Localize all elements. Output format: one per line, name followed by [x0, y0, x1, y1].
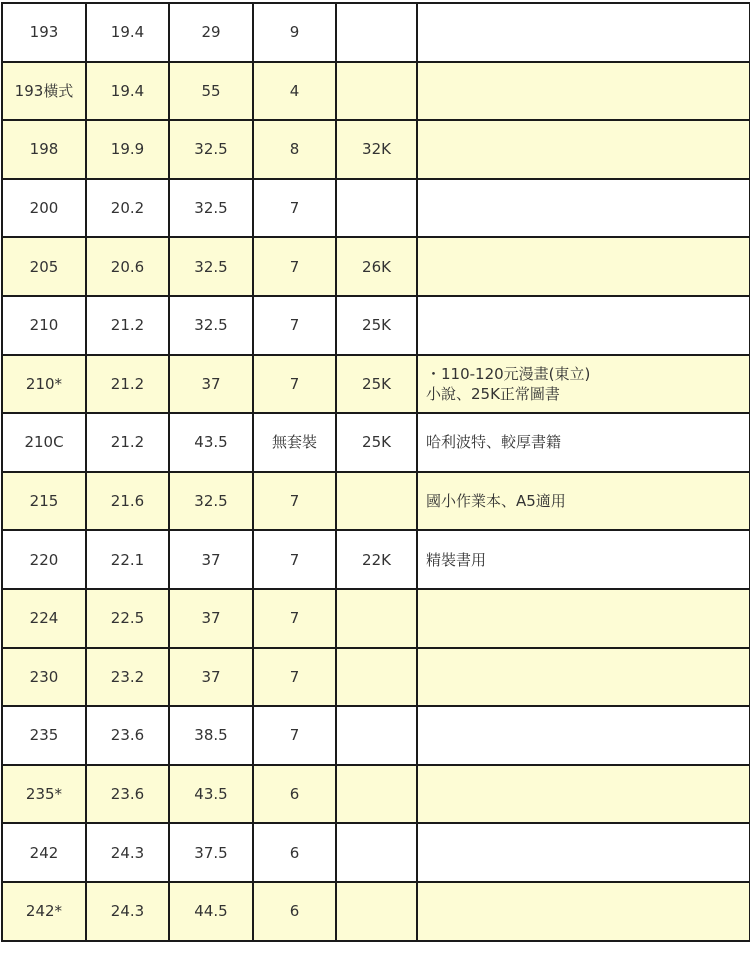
table-row [2, 296, 750, 355]
col3-cell: 37 [169, 530, 253, 589]
width-cell: 20.6 [86, 237, 169, 296]
width-cell: 22.5 [86, 589, 169, 648]
col3-cell: 37.5 [169, 823, 253, 882]
col3-cell: 55 [169, 62, 253, 121]
note-cell [417, 706, 750, 765]
note-line: ・110-120元漫畫(東立) [426, 364, 591, 383]
kai-cell [336, 765, 417, 824]
col4-cell: 7 [253, 530, 336, 589]
width-cell: 19.4 [86, 62, 169, 121]
note-line: 精裝書用 [426, 550, 487, 569]
width-cell: 19.9 [86, 120, 169, 179]
col3-cell: 32.5 [169, 296, 253, 355]
kai-cell: 25K [336, 296, 417, 355]
note-cell [417, 179, 750, 238]
note-line: 國小作業本、A5適用 [426, 492, 566, 511]
kai-cell: 25K [336, 413, 417, 472]
width-cell: 23.2 [86, 648, 169, 707]
table-row [2, 62, 750, 121]
col4-cell: 7 [253, 648, 336, 707]
table-row [2, 589, 750, 648]
col3-cell: 43.5 [169, 413, 253, 472]
col3-cell: 37 [169, 355, 253, 414]
col4-cell: 7 [253, 296, 336, 355]
note-cell [417, 823, 750, 882]
note-cell [417, 120, 750, 179]
col4-cell: 6 [253, 882, 336, 941]
table-row [2, 355, 750, 414]
col3-cell: 37 [169, 648, 253, 707]
width-cell: 19.4 [86, 3, 169, 62]
code-cell: 200 [2, 179, 86, 238]
code-cell: 242* [2, 882, 86, 941]
table-row [2, 823, 750, 882]
kai-cell [336, 648, 417, 707]
code-cell: 205 [2, 237, 86, 296]
note-cell [417, 530, 750, 589]
col3-cell: 32.5 [169, 120, 253, 179]
kai-cell [336, 62, 417, 121]
col4-cell: 9 [253, 3, 336, 62]
table-row [2, 530, 750, 589]
note-line: 小說、25K正常圖書 [426, 384, 560, 403]
table-row [2, 472, 750, 531]
width-cell: 22.1 [86, 530, 169, 589]
code-cell: 198 [2, 120, 86, 179]
width-cell: 21.2 [86, 355, 169, 414]
size-table [1, 2, 750, 942]
note-cell [417, 237, 750, 296]
col4-cell: 7 [253, 472, 336, 531]
code-cell: 210* [2, 355, 86, 414]
kai-cell: 26K [336, 237, 417, 296]
width-cell: 21.2 [86, 296, 169, 355]
code-cell: 210C [2, 413, 86, 472]
kai-cell: 25K [336, 355, 417, 414]
col4-cell: 7 [253, 355, 336, 414]
col4-cell: 7 [253, 706, 336, 765]
note-cell [417, 472, 750, 531]
code-cell: 210 [2, 296, 86, 355]
table-row [2, 179, 750, 238]
table-row [2, 882, 750, 941]
col4-cell: 7 [253, 589, 336, 648]
code-cell: 235 [2, 706, 86, 765]
code-cell: 220 [2, 530, 86, 589]
col3-cell: 44.5 [169, 882, 253, 941]
kai-cell [336, 3, 417, 62]
width-cell: 21.6 [86, 472, 169, 531]
code-cell: 215 [2, 472, 86, 531]
col4-cell: 8 [253, 120, 336, 179]
kai-cell [336, 472, 417, 531]
note-cell [417, 589, 750, 648]
table-row [2, 3, 750, 62]
code-cell: 230 [2, 648, 86, 707]
code-cell: 242 [2, 823, 86, 882]
width-cell: 23.6 [86, 706, 169, 765]
col3-cell: 43.5 [169, 765, 253, 824]
kai-cell: 32K [336, 120, 417, 179]
kai-cell: 22K [336, 530, 417, 589]
note-cell [417, 882, 750, 941]
code-cell: 224 [2, 589, 86, 648]
col3-cell: 32.5 [169, 237, 253, 296]
width-cell: 24.3 [86, 882, 169, 941]
kai-cell [336, 882, 417, 941]
col4-cell: 7 [253, 237, 336, 296]
col3-cell: 37 [169, 589, 253, 648]
width-cell: 21.2 [86, 413, 169, 472]
note-cell [417, 3, 750, 62]
col3-cell: 32.5 [169, 179, 253, 238]
note-cell [417, 296, 750, 355]
code-cell: 235* [2, 765, 86, 824]
note-cell [417, 355, 750, 414]
note-cell [417, 62, 750, 121]
table-row [2, 648, 750, 707]
col3-cell: 38.5 [169, 706, 253, 765]
table-row [2, 237, 750, 296]
note-cell [417, 413, 750, 472]
table-row [2, 765, 750, 824]
table-row [2, 706, 750, 765]
col4-cell: 6 [253, 823, 336, 882]
width-cell: 23.6 [86, 765, 169, 824]
code-cell: 193 [2, 3, 86, 62]
col4-cell: 7 [253, 179, 336, 238]
kai-cell [336, 706, 417, 765]
col4-cell: 無套裝 [253, 413, 336, 472]
kai-cell [336, 179, 417, 238]
col3-cell: 32.5 [169, 472, 253, 531]
width-cell: 20.2 [86, 179, 169, 238]
kai-cell [336, 823, 417, 882]
width-cell: 24.3 [86, 823, 169, 882]
note-line: 哈利波特、較厚書籍 [426, 433, 562, 452]
col4-cell: 6 [253, 765, 336, 824]
note-cell [417, 648, 750, 707]
kai-cell [336, 589, 417, 648]
table-row [2, 120, 750, 179]
code-cell: 193橫式 [2, 62, 86, 121]
col4-cell: 4 [253, 62, 336, 121]
col3-cell: 29 [169, 3, 253, 62]
table-row [2, 413, 750, 472]
note-cell [417, 765, 750, 824]
